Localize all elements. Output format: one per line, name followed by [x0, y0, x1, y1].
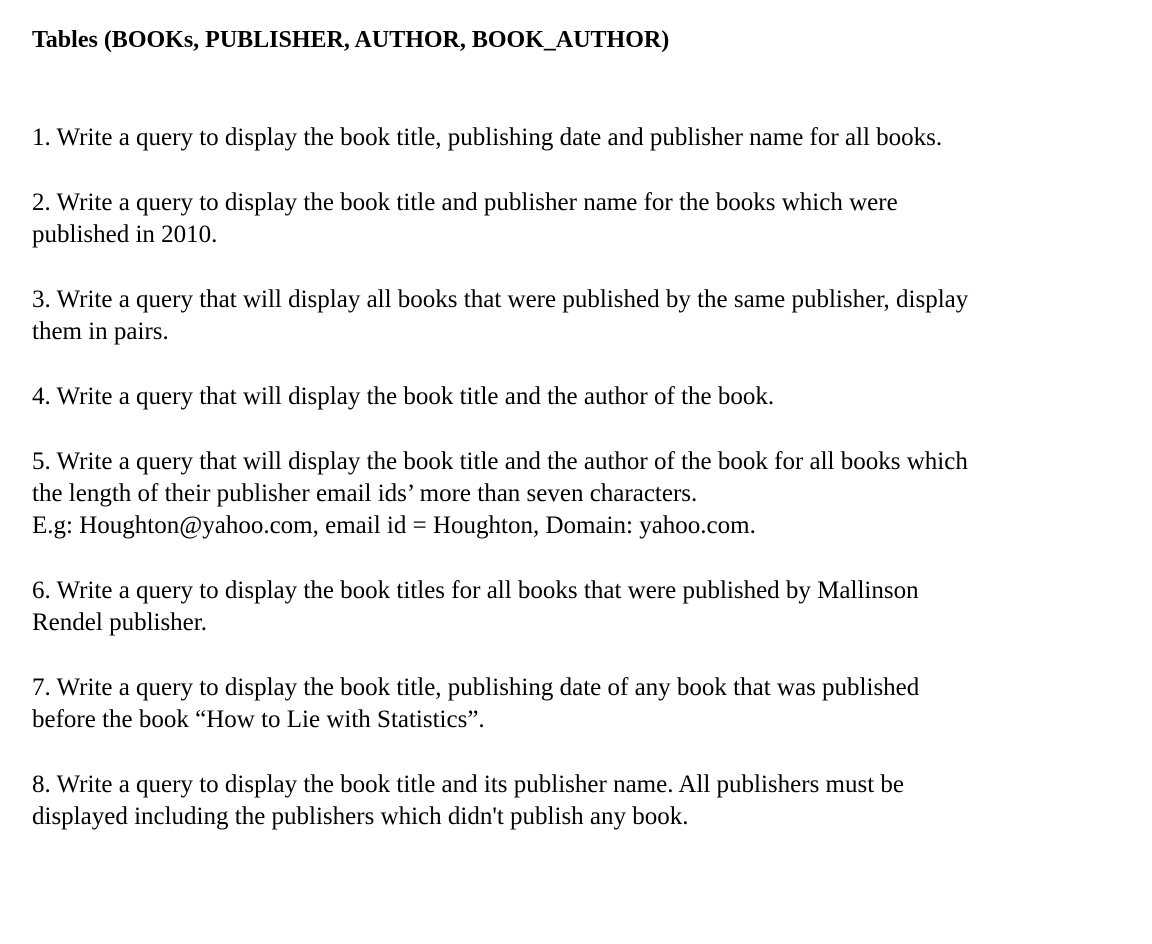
question-line: them in pairs.: [32, 318, 169, 345]
question-list: [32, 122, 1122, 833]
question-line: 3. Write a query that will display all books that were published by the same publisher, display: [32, 286, 969, 313]
question-3: [32, 284, 1122, 348]
question-line: Rendel publisher.: [32, 609, 207, 636]
question-line: displayed including the publishers which didn't publish any book.: [32, 803, 689, 830]
document-heading: Tables (BOOKs, PUBLISHER, AUTHOR, BOOK_AUTHOR): [32, 27, 670, 53]
question-1: [32, 122, 1122, 154]
question-line: published in 2010.: [32, 221, 218, 248]
question-line: the length of their publisher email ids’ more than seven characters.: [32, 480, 698, 507]
question-line: 7. Write a query to display the book title, publishing date of any book that was published: [32, 674, 920, 701]
question-line: 5. Write a query that will display the book title and the author of the book for all books which: [32, 448, 968, 475]
question-line: 8. Write a query to display the book title and its publisher name. All publishers must be: [32, 771, 905, 798]
question-2: [32, 187, 1122, 251]
question-4: [32, 381, 1122, 413]
question-6: [32, 575, 1122, 639]
question-line: 4. Write a query that will display the book title and the author of the book.: [32, 383, 775, 410]
question-line: 1. Write a query to display the book title, publishing date and publisher name for all books.: [32, 124, 943, 151]
question-line: 2. Write a query to display the book title and publisher name for the books which were: [32, 189, 898, 216]
question-7: [32, 672, 1122, 736]
document-page: [32, 25, 1122, 866]
question-line: before the book “How to Lie with Statistics”.: [32, 706, 485, 733]
question-5: [32, 446, 1122, 542]
question-8: [32, 769, 1122, 833]
question-line: 6. Write a query to display the book titles for all books that were published by Mallinson: [32, 577, 919, 604]
question-example-line: E.g: Houghton@yahoo.com, email id = Houghton, Domain: yahoo.com.: [32, 512, 756, 539]
